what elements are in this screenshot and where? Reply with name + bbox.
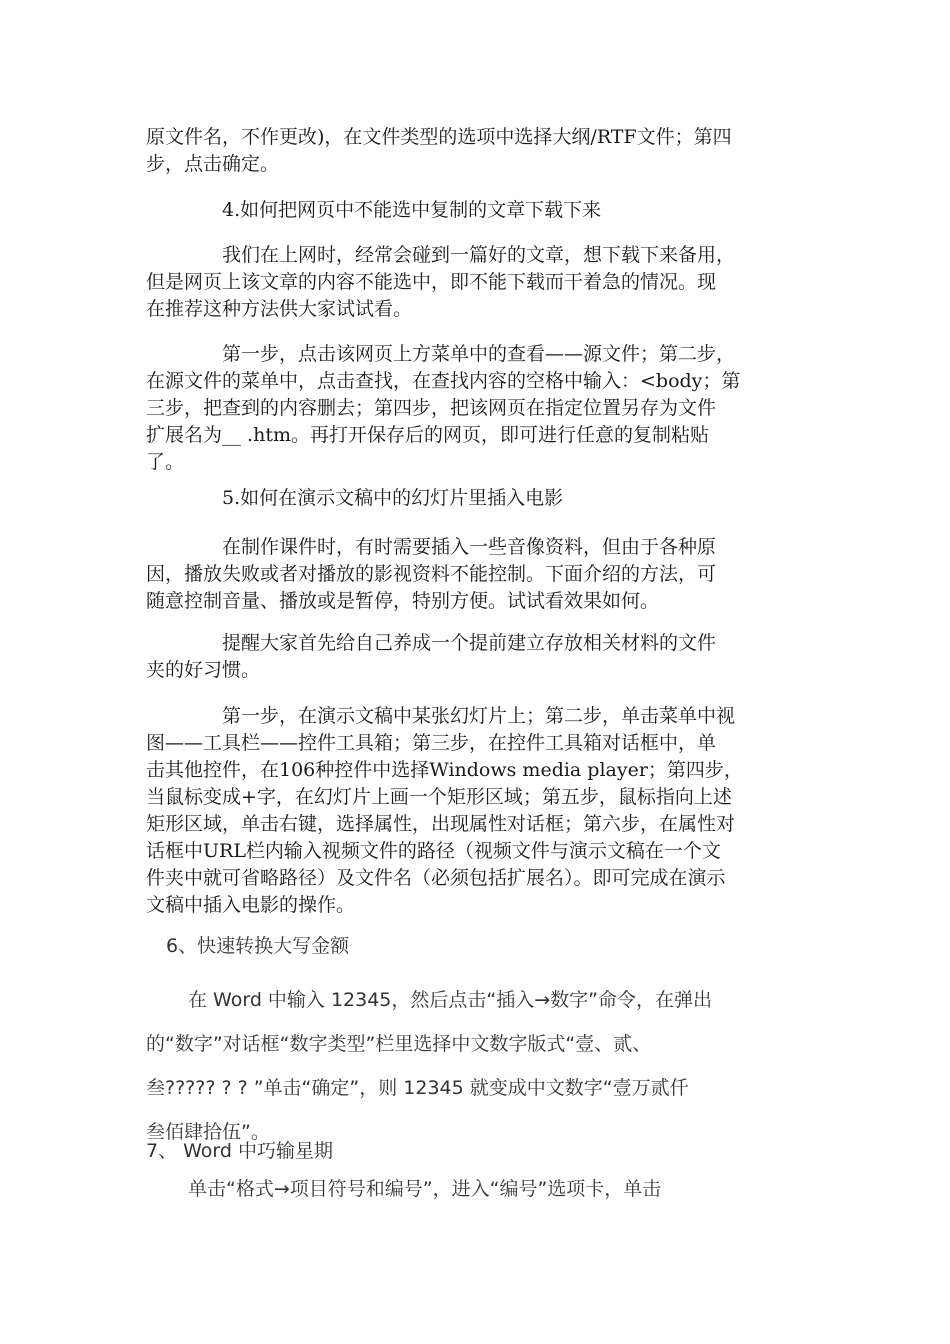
text-line: 件夹中就可省略路径）及文件名（必须包括扩展名）。即可完成在演示: [146, 867, 726, 889]
text-line: 话框中URL栏内输入视频文件的路径（视频文件与演示文稿在一个文: [146, 840, 721, 862]
text-line: 我们在上网时，经常会碰到一篇好的文章，想下载下来备用，: [222, 244, 736, 266]
text-line: 在 Word 中输入 12345，然后点击“插入→数字”命令，在弹出: [188, 989, 713, 1011]
paragraph-movie-intro: [146, 534, 810, 615]
heading-section-4: 4.如何把网页中不能选中复制的文章下载下来: [222, 199, 602, 221]
text-line: 了。: [146, 451, 185, 473]
text-line: 击其他控件，在106种控件中选择Windows media player；第四步，: [146, 759, 743, 781]
text-line: 图——工具栏——控件工具箱；第三步，在控件工具箱对话框中，单: [146, 732, 717, 754]
text-line: 扩展名为__ .htm。再打开保存后的网页，即可进行任意的复制粘贴: [146, 424, 709, 446]
text-line: 提醒大家首先给自己养成一个提前建立存放相关材料的文件: [222, 632, 717, 654]
text-line: 因，播放失败或者对播放的影视资料不能控制。下面介绍的方法，可: [146, 563, 717, 585]
text-line: 三步，把查到的内容删去；第四步，把该网页在指定位置另存为文件: [146, 397, 717, 419]
text-line: 的“数字”对话框“数字类型”栏里选择中文数字版式“壹、贰、: [146, 1033, 652, 1055]
paragraph-weekday-input: [146, 1176, 810, 1203]
text-line: 单击“格式→项目符号和编号”，进入“编号”选项卡，单击: [188, 1178, 662, 1200]
text-line: 第一步，点击该网页上方菜单中的查看——源文件；第二步，: [222, 343, 736, 365]
text-line: 在制作课件时，有时需要插入一些音像资料，但由于各种原: [222, 536, 717, 558]
text-line: 随意控制音量、播放或是暂停，特别方便。试试看效果如何。: [146, 590, 660, 612]
text-line: 矩形区域，单击右键，选择属性，出现属性对话框；第六步，在属性对: [146, 813, 736, 835]
paragraph-download-intro: [146, 242, 810, 323]
paragraph-amount-conversion: [146, 978, 810, 1154]
text-line: 文稿中插入电影的操作。: [146, 894, 356, 916]
text-line: 原文件名，不作更改)，在文件类型的选项中选择大纲/RTF文件；第四: [146, 126, 732, 148]
heading-section-6: 6、快速转换大写金额: [166, 935, 350, 957]
heading-section-5: 5.如何在演示文稿中的幻灯片里插入电影: [222, 487, 564, 509]
text-line: 夹的好习惯。: [146, 659, 261, 681]
text-line: 在推荐这种方法供大家试试看。: [146, 298, 413, 320]
paragraph-reminder: [146, 630, 810, 684]
text-line: 当鼠标变成+字，在幻灯片上画一个矩形区域；第五步，鼠标指向上述: [146, 786, 732, 808]
text-line: 叁佰肆拾伍”。: [146, 1121, 270, 1143]
paragraph-download-steps: [146, 341, 810, 476]
text-line: 在源文件的菜单中，点击查找，在查找内容的空格中输入：<body；第: [146, 370, 741, 392]
heading-section-7: 7、 Word 中巧输星期: [146, 1140, 334, 1162]
paragraph-movie-steps: [146, 703, 810, 919]
text-line: 第一步，在演示文稿中某张幻灯片上；第二步，单击菜单中视: [222, 705, 736, 727]
text-line: 叁????? ? ? ”单击“确定”，则 12345 就变成中文数字“壹万贰仟: [146, 1077, 689, 1099]
paragraph-outline-rtf: [146, 124, 810, 178]
text-line: 步，点击确定。: [146, 153, 280, 175]
text-line: 但是网页上该文章的内容不能选中，即不能下载而干着急的情况。现: [146, 271, 717, 293]
